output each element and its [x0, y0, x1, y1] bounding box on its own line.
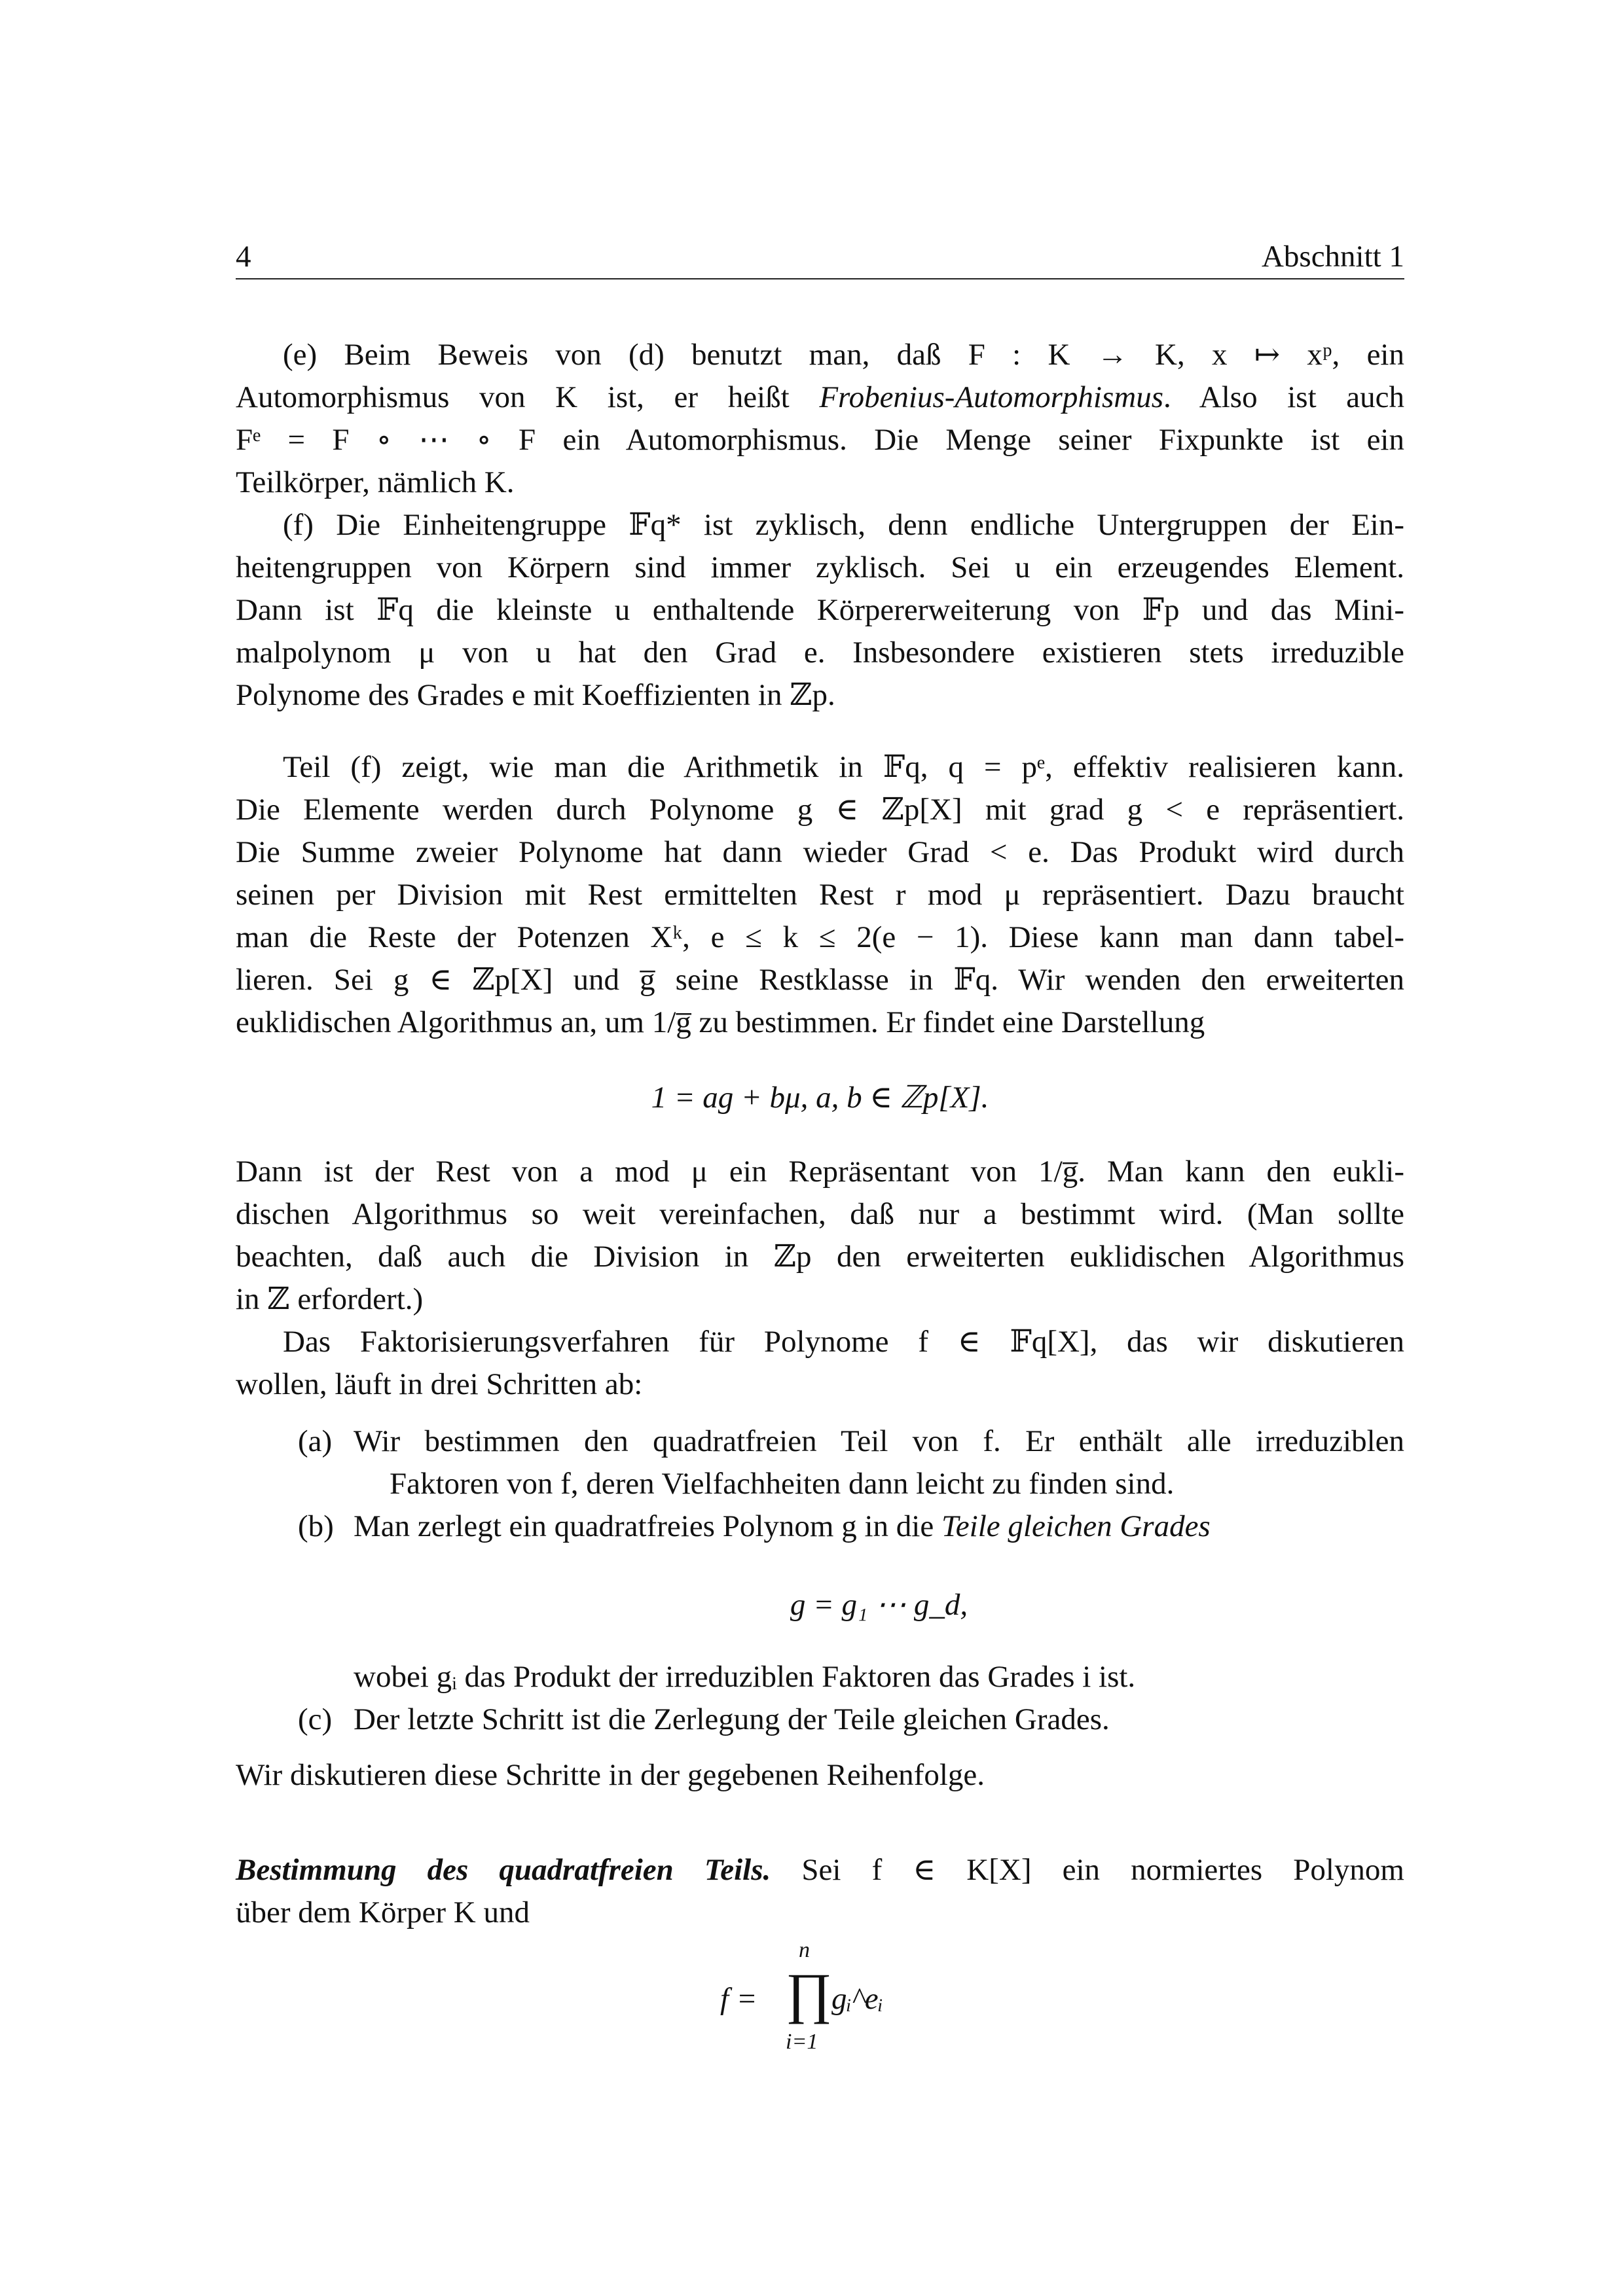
para-f-line-2: heitengruppen von Körpern sind immer zyklisch. Sei u ein erzeugendes Element.: [236, 550, 1404, 584]
para-rest-line-3: beachten, daß auch die Division in ℤp den erweiterten euklidischen Algorithmus: [236, 1240, 1404, 1274]
para-arith-line-5: man die Reste der Potenzen Xᵏ, e ≤ k ≤ 2(e − 1). Diese kann man dann tabel-: [236, 920, 1404, 954]
para-f-line-3: Dann ist 𝔽q die kleinste u enthaltende Körpererweiterung von 𝔽p und das Mini-: [236, 593, 1404, 627]
running-header: [236, 232, 1404, 279]
para-rest-line-4: in ℤ erfordert.): [236, 1282, 424, 1316]
para-fakt-line-1: Das Faktorisierungsverfahren für Polynome f ∈ 𝔽q[X], das wir diskutieren: [283, 1325, 1404, 1359]
step-a-line-1: Wir bestimmen den quadratfreien Teil von f. Er enthält alle irreduziblen: [354, 1424, 1404, 1458]
section-quadratfrei-line-2: über dem Körper K und: [236, 1895, 530, 1929]
step-b-after: wobei gᵢ das Produkt der irreduziblen Faktoren das Grades i ist.: [354, 1660, 1136, 1694]
para-e-line-2: Automorphismus von K ist, er heißt Frobenius-Automorphismus. Also ist auch: [236, 380, 1404, 414]
para-rest-line-2: dischen Algorithmus so weit vereinfachen, daß nur a bestimmt wird. (Man sollte: [236, 1197, 1404, 1231]
para-arith-line-7: euklidischen Algorithmus an, um 1/g̅ zu bestimmen. Er findet eine Darstellung: [236, 1005, 1205, 1039]
para-arith-line-1: Teil (f) zeigt, wie man die Arithmetik in 𝔽q, q = pᵉ, effektiv realisieren kann.: [283, 750, 1404, 784]
page-number: 4: [236, 240, 251, 274]
section-heading: Bestimmung des quadratfreien Teils.: [236, 1853, 771, 1887]
para-arith-line-2: Die Elemente werden durch Polynome g ∈ ℤp[X] mit grad g < e repräsentiert.: [236, 793, 1404, 827]
product-symbol: ∏: [786, 1962, 832, 2024]
para-e-line-4: Teilkörper, nämlich K.: [236, 465, 515, 499]
eq-term: gᵢ^eᵢ: [831, 1982, 884, 2016]
term-teile-gleichen-grades: Teile gleichen Grades: [941, 1509, 1211, 1543]
step-c-label: (c): [298, 1702, 333, 1736]
closing-sentence: Wir diskutieren diese Schritte in der gegebenen Reihenfolge.: [236, 1758, 985, 1792]
para-arith-line-4: seinen per Division mit Rest ermittelten Rest r mod μ repräsentiert. Dazu braucht: [236, 878, 1404, 912]
para-arith-line-3: Die Summe zweier Polynome hat dann wieder Grad < e. Das Produkt wird durch: [236, 835, 1404, 869]
para-f-line-5: Polynome des Grades e mit Koeffizienten in ℤp.: [236, 678, 835, 712]
step-b-line: Man zerlegt ein quadratfreies Polynom g in die Teile gleichen Grades: [354, 1509, 1211, 1543]
section-title: Abschnitt 1: [1261, 240, 1404, 274]
para-f-line-4: malpolynom μ von u hat den Grad e. Insbesondere existieren stets irreduzible: [236, 636, 1404, 670]
step-a-line-2: Faktoren von f, deren Vielfachheiten dann leicht zu finden sind.: [390, 1467, 1175, 1501]
para-rest-line-1: Dann ist der Rest von a mod μ ein Repräsentant von 1/g̅. Man kann den eukli-: [236, 1155, 1404, 1189]
para-e-line-3: Fᵉ = F ∘ ⋯ ∘ F ein Automorphismus. Die Menge seiner Fixpunkte ist ein: [236, 423, 1404, 457]
step-a-label: (a): [298, 1424, 333, 1458]
para-fakt-line-2: wollen, läuft in drei Schritten ab:: [236, 1367, 643, 1401]
para-f-line-1: (f) Die Einheitengruppe 𝔽q* ist zyklisch, denn endliche Untergruppen der Ein-: [283, 508, 1404, 542]
equation-factorization: [720, 1937, 917, 2062]
section-quadratfrei-line-1: Bestimmung des quadratfreien Teils. Sei f ∈ K[X] ein normiertes Polynom: [236, 1853, 1404, 1887]
step-b-label: (b): [298, 1509, 334, 1543]
para-e-line-1: (e) Beim Beweis von (d) benutzt man, daß F : K → K, x ↦ xᵖ, ein: [283, 338, 1404, 372]
step-c-line: Der letzte Schritt ist die Zerlegung der Teile gleichen Grades.: [354, 1702, 1110, 1736]
eq-lhs: f =: [720, 1982, 757, 2016]
eq-upper-limit: n: [799, 1938, 810, 1962]
equation-bezout: 1 = ag + bμ, a, b ∈ ℤp[X].: [651, 1081, 989, 1115]
eq-lower-limit: i=1: [786, 2030, 818, 2054]
equation-product-split: g = g₁ ⋯ g_d,: [790, 1588, 968, 1622]
term-frobenius: Frobenius-Automorphismus: [819, 380, 1164, 414]
para-arith-line-6: lieren. Sei g ∈ ℤp[X] und g̅ seine Restklasse in 𝔽q. Wir wenden den erweiterten: [236, 963, 1404, 997]
